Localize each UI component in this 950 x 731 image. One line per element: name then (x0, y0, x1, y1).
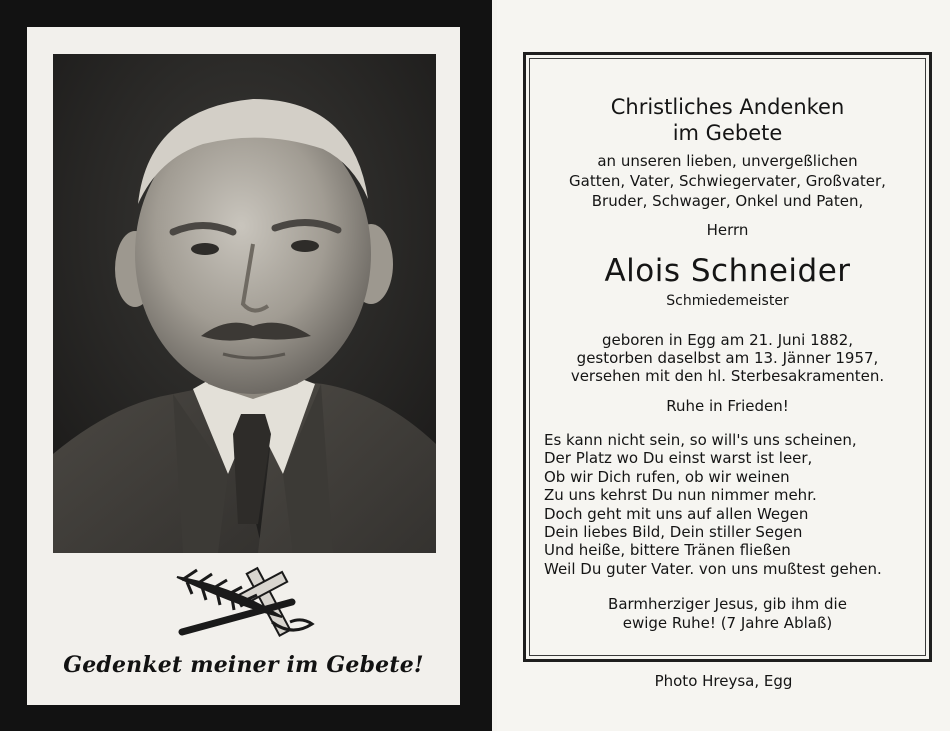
dedication-line: Bruder, Schwager, Onkel und Paten, (591, 192, 864, 210)
birth-line: geboren in Egg am 21. Juni 1882, (601, 331, 854, 349)
poem-line: Zu uns kehrst Du nun nimmer mehr. (544, 486, 817, 505)
text-frame (523, 52, 932, 662)
honorific: Herrn (706, 221, 749, 239)
rest-in-peace: Ruhe in Frieden! (666, 397, 789, 415)
card-heading-line-2: im Gebete (672, 121, 783, 145)
prayer-line: ewige Ruhe! (7 Jahre Ablaß) (622, 614, 833, 632)
prayer-line: Barmherziger Jesus, gib ihm die (608, 595, 847, 613)
sacraments-line: versehen mit den hl. Sterbesakramenten. (570, 367, 885, 385)
occupation: Schmiedemeister (666, 293, 789, 309)
remembrance-caption: Gedenket meiner im Gebete! (63, 652, 424, 678)
memorial-poem (544, 431, 924, 578)
poem-line: Dein liebes Bild, Dein stiller Segen (544, 523, 803, 542)
poem-line: Doch geht mit uns auf allen Wegen (544, 504, 809, 523)
memorial-text-card (497, 0, 950, 731)
closing-prayer (526, 595, 929, 633)
dedication-line: an unseren lieben, unvergeßlichen (597, 152, 858, 170)
poem-line: Es kann nicht sein, so will's uns scheinen, (544, 431, 857, 449)
poem-line: Der Platz wo Du einst warst ist leer, (544, 449, 813, 468)
palm-frond-cross-icon (172, 562, 322, 642)
poem-line: Weil Du guter Vater. von uns mußtest gehen. (544, 559, 882, 578)
photo-credit: Photo Hreysa, Egg (654, 672, 793, 690)
deceased-name: Alois Schneider (604, 253, 851, 289)
death-line: gestorben daselbst am 13. Jänner 1957, (576, 349, 879, 367)
dedication (526, 151, 929, 211)
life-dates (526, 331, 929, 385)
portrait-photo (53, 54, 436, 553)
poem-line: Und heiße, bittere Tränen fließen (544, 541, 791, 560)
poem-line: Ob wir Dich rufen, ob wir weinen (544, 467, 790, 486)
card-heading-line-1: Christliches Andenken (610, 95, 845, 119)
dedication-line: Gatten, Vater, Schwiegervater, Großvater, (569, 172, 886, 190)
photo-card-mat (27, 27, 460, 705)
